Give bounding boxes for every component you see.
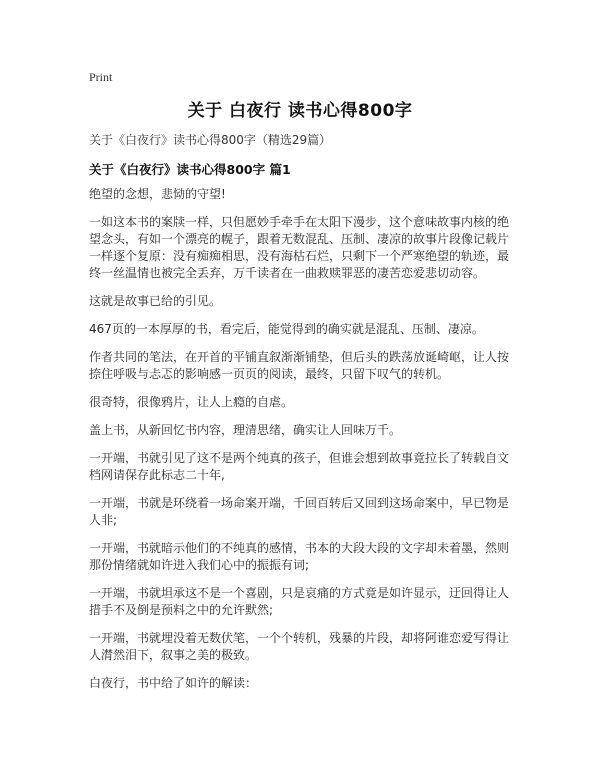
paragraph: 一开端，书就埋没着无数伏笔，一个个转机，残暴的片段，却将阿谁恋爱写得让人潸然泪下，叙事之美的极致。 (89, 631, 510, 662)
page-title: 关于 白夜行 读书心得800字 (187, 101, 413, 121)
paragraph: 一开端，书就是环绕着一场命案开端，千回百转后又回到这场命案中，早已物是人非; (89, 496, 510, 527)
paragraph: 这就是故事已给的引见。 (89, 294, 222, 308)
paragraph: 白夜行，书中给了如许的解读： (89, 676, 258, 690)
print-label[interactable]: Print (89, 70, 113, 84)
section-heading: 关于《白夜行》读书心得800字 篇1 (89, 162, 291, 177)
paragraph: 绝望的念想，悲恸的守望! (89, 187, 226, 201)
paragraph: 一开端，书就暗示他们的不纯真的感情，书本的大段大段的文字却未着墨，然则那份情绪就如许进入我们心中的振振有词; (89, 541, 510, 572)
paragraph: 作者共同的笔法，在开首的平铺直叙渐渐铺垫，但后头的跌荡放诞崎岖，让人按捺住呼吸与忐忑的影响感一页页的阅读，最终，只留下叹气的转机。 (89, 350, 510, 381)
document-subtitle: 关于《白夜行》读书心得800字（精选29篇） (89, 133, 332, 147)
paragraph: 很奇特，很像鸦片，让人上瘾的自虐。 (89, 395, 294, 409)
paragraph: 一开端，书就引见了这不是两个纯真的孩子，但谁会想到故事竟拉长了转载自文档网请保存此标志二十年, (89, 451, 510, 482)
article-body (89, 186, 515, 703)
paragraph: 一开端，书就坦承这不是一个喜剧，只是哀痛的方式竟是如许显示，迂回得让人措手不及倒是预料之中的允许默然; (89, 586, 510, 617)
paragraph: 盖上书，从新回忆书内容，理清思绪，确实让人回味万千。 (89, 423, 402, 437)
paragraph: 467页的一本厚厚的书，看完后，能觉得到的确实就是混乱、压制、凄凉。 (89, 322, 484, 336)
paragraph: 一如这本书的案牍一样，只但愿妙手牵手在太阳下漫步，这个意味故事内核的绝望念头，有如一个漂亮的幌子，跟着无数混乱、压制、凄凉的故事片段像记载片一样逐个复原：没有痴痴相思，没有海枯石烂，只剩下一个严寒绝望的轨迹，最终一丝温情也被完全丢弃，万千读者在一曲救赎罪恶的凄苦恋爱悲切动容。 (89, 215, 510, 280)
